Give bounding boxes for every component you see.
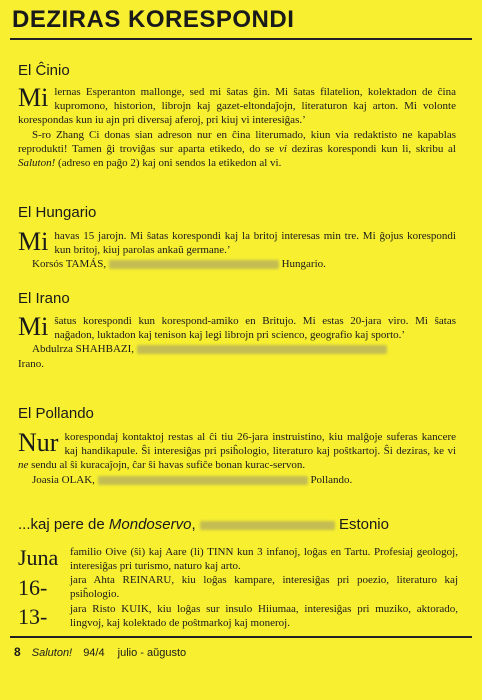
section-body-iran xyxy=(18,314,456,371)
entry-lead: 16- xyxy=(18,575,48,600)
issue-number: 94/4 xyxy=(83,647,105,659)
entry-text: familio Oive (ŝi) kaj Aare (li) TINN kun 3 infanoj, loĝas en Tartu. Profesiaj geologoj, interesiĝas pri turismo, naturo kaj arto. xyxy=(70,546,458,572)
redacted-address xyxy=(200,521,335,530)
magazine-name: Saluton! xyxy=(31,647,73,659)
page-number: 8 xyxy=(14,645,21,659)
letter-text: ŝatus korespondi kun korespond-amiko en Britujo. Mi estas 20-jara viro. Mi ŝatas naĝadon, luktadon kaj tenison kaj legi librojn pri scienco, geografio kaj sporto.’ xyxy=(54,315,456,342)
title-rule xyxy=(10,38,472,40)
editor-note: S-ro Zhang Ci donas sian adreson nur en ĉina literumado, kiun via redaktisto ne kapablas reprodukti! Tamen ĝi troviĝas sur aparta etikedo, do se vi deziras korespondi kun li, skribu al Saluton! (adreso en paĝo 2) kaj oni sendos la etikedon al vi. xyxy=(18,128,456,170)
entry-text: jara Ahta REINARU, kiu loĝas kampare, interesiĝas pri poezio, literaturo kaj psiĥologio. xyxy=(70,574,458,600)
dropcap: Mi xyxy=(18,312,49,341)
entry-text: jara Risto KUIK, kiu loĝas sur insulo Hiiumaa, interesiĝas pri muziko, aktorado, lingvoj, kaj kolektado de poŝtmarkoj kaj moneroj. xyxy=(70,603,458,629)
dropcap: Nur xyxy=(18,428,59,457)
signature: Korsós TAMÁS, Hungario. xyxy=(32,258,326,271)
section-body-hungary xyxy=(18,229,456,272)
dropcap: Mi xyxy=(18,83,49,112)
redacted-address xyxy=(98,476,308,485)
issue-months: julio - aŭgusto xyxy=(117,647,187,659)
section-title-iran: El Irano xyxy=(18,290,70,307)
redacted-address xyxy=(109,260,279,269)
page-footer xyxy=(14,645,196,659)
signature: Abdulrza SHAHBAZI, xyxy=(18,342,456,356)
letter-text: korespondaj kontaktoj restas al ĉi tiu 26-jara instruistino, kiu malĝoje suferas kancere kaj handikapule. Ŝi interesiĝas pri psiĥologio, literaturo kaj poŝtkartoj. Ŝi deziras, ke vi ne sendu al ŝi kuracaĵojn, ĉar ŝi havas sufiĉe bonan kurac-servon. xyxy=(18,431,456,472)
entry-lead: 13- xyxy=(18,604,48,629)
redacted-address xyxy=(137,345,387,354)
letter-text: lernas Esperanton mallonge, sed mi ŝatas ĝin. Mi ŝatas filatelion, kolektadon de ĉina kupromono, historion, librojn kaj gazet-eltondaĵojn, literaturon kaj arton. Mi volonte korespondas kun iu ajn pri diversaj aferoj, pri kiuj vi interesiĝas.’ xyxy=(18,86,456,127)
section-body-poland xyxy=(18,430,456,487)
section-title-hungary: El Hungario xyxy=(18,204,97,221)
section-body-china xyxy=(18,85,456,170)
signature: Joasia OLAK, Pollando. xyxy=(32,473,353,486)
section-title-china: El Ĉinio xyxy=(18,62,70,79)
letter-text: havas 15 jarojn. Mi ŝatas korespondi kaj la britoj interesas min tre. Mi ĝojus korespondi kun britoj, kiuj parolas ankaŭ germane.’ xyxy=(54,230,456,257)
section-title-estonia: ...kaj pere de Mondoservo, Estonio xyxy=(18,516,389,533)
page-title: DEZIRAS KORESPONDI xyxy=(12,6,295,33)
dropcap: Mi xyxy=(18,227,49,256)
footer-rule xyxy=(10,636,472,638)
signature-country: Irano. xyxy=(18,357,44,370)
section-title-poland: El Pollando xyxy=(18,405,94,422)
entry-lead: Juna xyxy=(18,545,59,570)
